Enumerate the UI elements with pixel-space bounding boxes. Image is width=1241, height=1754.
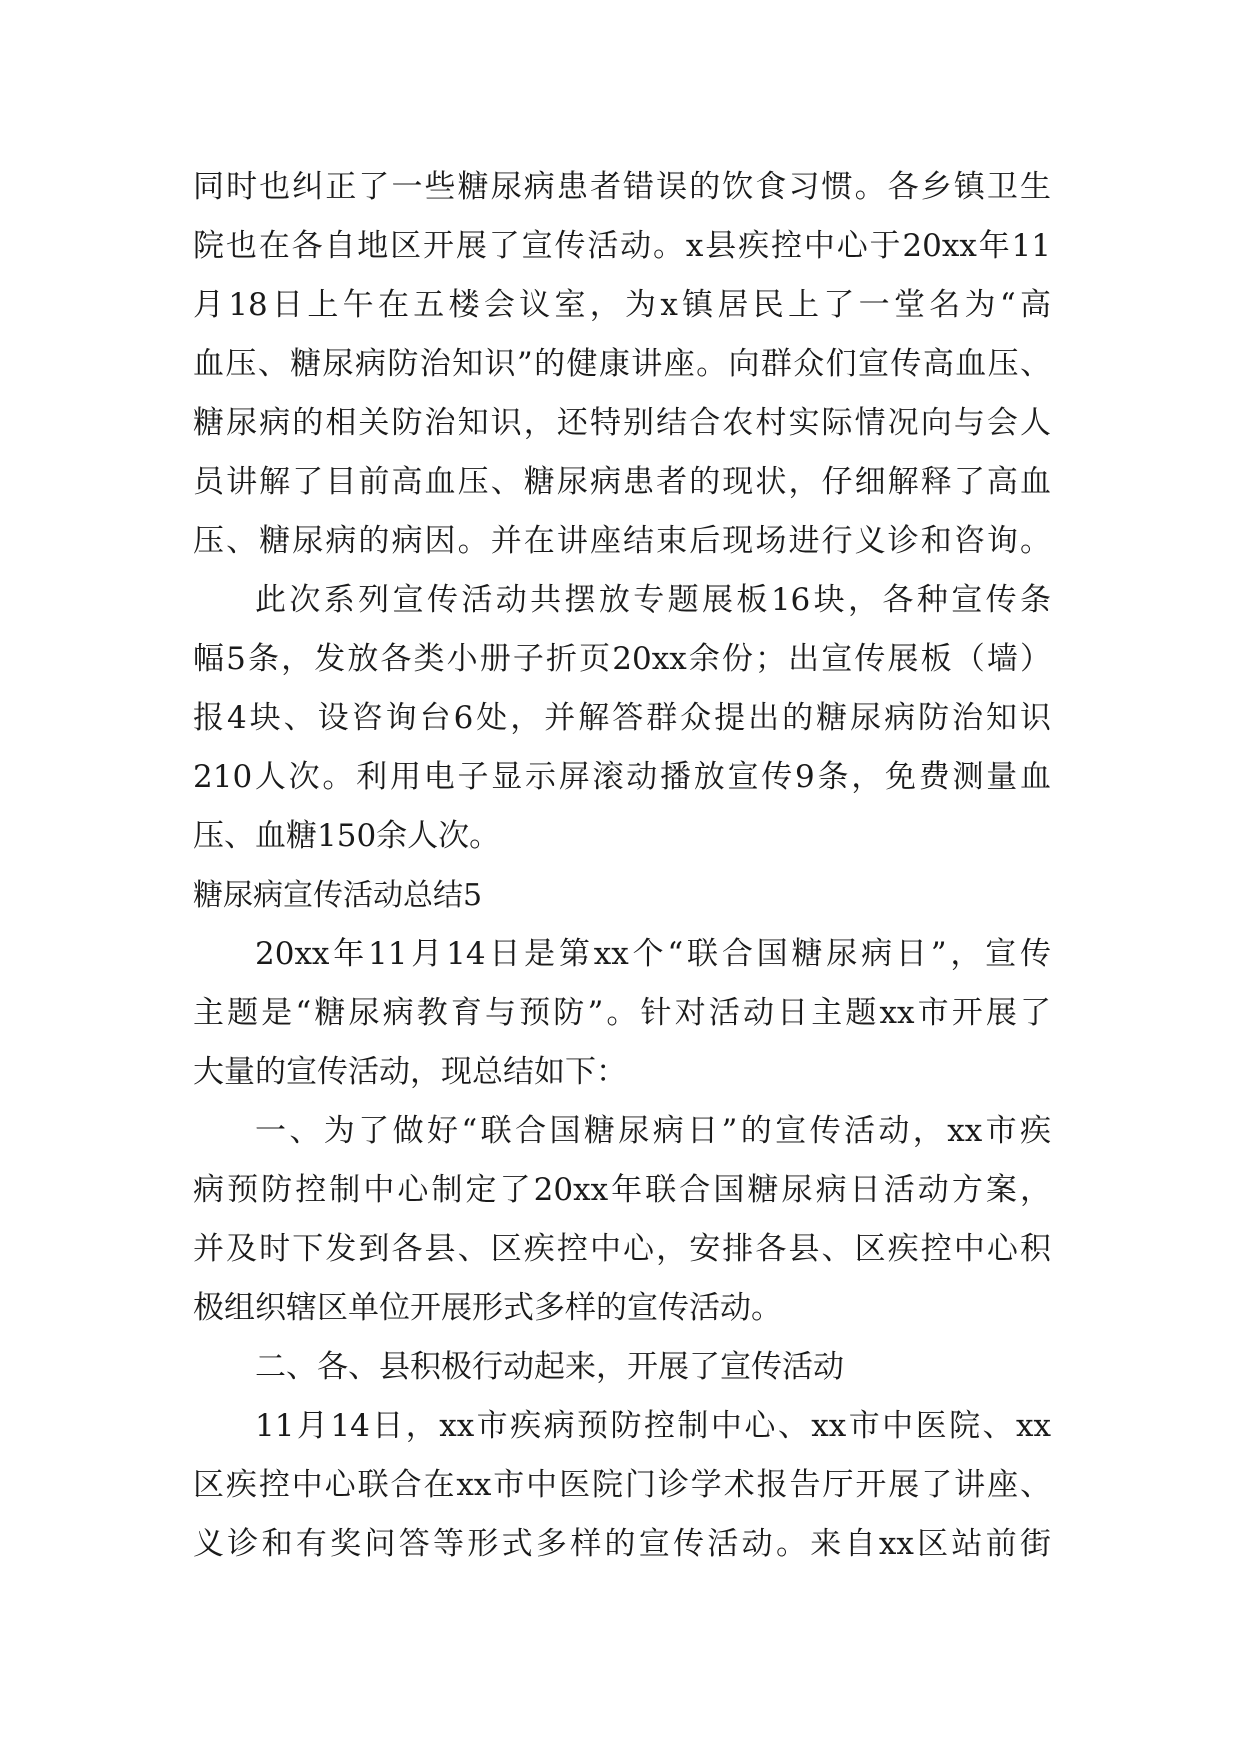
text-line: 210人次。利用电子显示屏滚动播放宣传9条，免费测量血 <box>193 759 1051 795</box>
text-line: 大量的宣传活动，现总结如下： <box>193 1054 627 1090</box>
section-heading: 糖尿病宣传活动总结5 <box>193 878 483 913</box>
text-line: 此次系列宣传活动共摆放专题展板16块，各种宣传条 <box>255 582 1051 618</box>
text-line: 20xx年11月14日是第xx个“联合国糖尿病日”，宣传 <box>255 936 1051 972</box>
text-line: 月18日上午在五楼会议室，为x镇居民上了一堂名为“高 <box>193 287 1051 323</box>
text-line: 一、为了做好“联合国糖尿病日”的宣传活动，xx市疾 <box>255 1113 1051 1149</box>
document-body <box>193 158 1051 1574</box>
text-line: 压、糖尿病的病因。并在讲座结束后现场进行义诊和咨询。 <box>193 523 1051 559</box>
text-line: 报4块、设咨询台6处，并解答群众提出的糖尿病防治知识 <box>193 700 1051 736</box>
text-line: 极组织辖区单位开展形式多样的宣传活动。 <box>193 1290 782 1326</box>
text-line: 11月14日，xx市疾病预防控制中心、xx市中医院、xx <box>255 1408 1051 1444</box>
text-line: 员讲解了目前高血压、糖尿病患者的现状，仔细解释了高血 <box>193 464 1051 500</box>
text-line: 主题是“糖尿病教育与预防”。针对活动日主题xx市开展了 <box>193 995 1051 1031</box>
text-line: 二、各、县积极行动起来，开展了宣传活动 <box>255 1349 844 1385</box>
text-line: 区疾控中心联合在xx市中医院门诊学术报告厅开展了讲座、 <box>193 1467 1051 1503</box>
text-line: 病预防控制中心制定了20xx年联合国糖尿病日活动方案， <box>193 1172 1051 1208</box>
text-line: 院也在各自地区开展了宣传活动。x县疾控中心于20xx年11 <box>193 228 1051 264</box>
text-line: 义诊和有奖问答等形式多样的宣传活动。来自xx区站前街 <box>193 1526 1051 1562</box>
text-line: 幅5条，发放各类小册子折页20xx余份；出宣传展板（墙） <box>193 641 1051 677</box>
text-line: 并及时下发到各县、区疾控中心，安排各县、区疾控中心积 <box>193 1231 1051 1267</box>
text-line: 血压、糖尿病防治知识”的健康讲座。向群众们宣传高血压、 <box>193 346 1051 382</box>
text-line: 同时也纠正了一些糖尿病患者错误的饮食习惯。各乡镇卫生 <box>193 169 1051 205</box>
text-line: 压、血糖150余人次。 <box>193 818 501 854</box>
text-line: 糖尿病的相关防治知识，还特别结合农村实际情况向与会人 <box>193 405 1051 441</box>
